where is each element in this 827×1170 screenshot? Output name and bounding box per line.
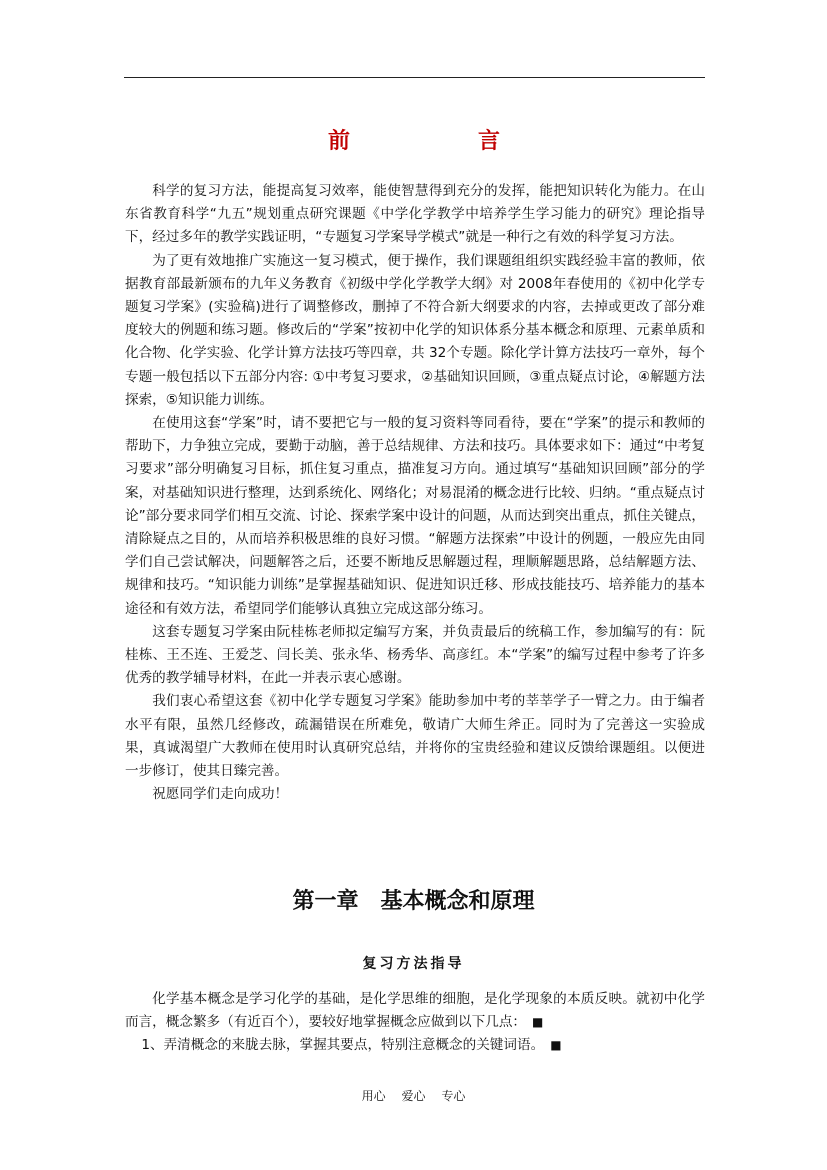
preface-title-right: 言 [478, 128, 501, 154]
preface-paragraph: 科学的复习方法，能提高复习效率，能使智慧得到充分的发挥，能把知识转化为能力。在山东省教育科学“九五”规划重点研究课题《中学化学教学中培养学生学习能力的研究》理论指导下，经过多年的教学实践证明，“专题复习学案导学模式”就是一种行之有效的科学复习方法。 [125, 183, 705, 246]
preface-closing: 祝愿同学们走向成功！ [152, 786, 289, 803]
preface-paragraph: 在使用这套“学案”时，请不要把它与一般的复习资料等同看待，要在“学案”的提示和教师的帮助下，力争独立完成，要勤于动脑，善于总结规律、方法和技巧。具体要求如下：通过“中考复习要求”部分明确复习目标，抓住复习重点，描准复习方向。通过填写“基础知识回顾”部分的学案，对基础知识进行整理，达到系统化、网络化；对易混淆的概念进行比较、归纳。“重点疑点讨论”部分要求同学们相互交流、讨论、探索学案中设计的问题，从而达到突出重点，抓住关键点，清除疑点之目的，从而培养积极思维的良好习惯。“解题方法探索”中设计的例题，一般应先由同学们自己尝试解决，问题解答之后，还要不断地反思解题过程，理顺解题思路，总结解题方法、规律和技巧。“知识能力训练”是掌握基础知识、促进知识迁移、形成技能技巧、培养能力的基本途径和有效方法，希望同学们能够认真独立完成这部分练习。 [125, 415, 705, 617]
header-rule [124, 77, 705, 78]
preface-title-left: 前 [328, 128, 351, 154]
preface-body [125, 180, 705, 806]
footer-text-b: 爱心 [401, 1089, 426, 1103]
preface-paragraph: 我们衷心希望这套《初中化学专题复习学案》能助参加中考的莘莘学子一臂之力。由于编者水平有限，虽然几经修改，疏漏错误在所难免，敬请广大师生斧正。同时为了完善这一实验成果，真诚渴望广大教师在使用时认真研究总结，并将你的宝贵经验和建议反馈给课题组。以便进一步修订，使其日臻完善。 [125, 693, 705, 780]
preface-title [0, 124, 827, 158]
square-mark-icon: ■ [550, 1038, 562, 1052]
square-mark-icon: ■ [532, 1015, 544, 1029]
footer-text-c: 专心 [441, 1089, 466, 1103]
preface-paragraph: 这套专题复习学案由阮桂栋老师拟定编写方案，并负责最后的统稿工作，参加编写的有：阮桂栋、王丕连、王爱芝、闫长美、张永华、杨秀华、高彦红。本“学案”的编写过程中参考了许多优秀的教学辅导材料，在此一并表示衷心感谢。 [125, 623, 705, 687]
list-item-text: 1、弄清概念的来胧去脉，掌握其要点，特别注意概念的关键词语。 [141, 1037, 545, 1053]
chapter-body [125, 988, 705, 1057]
section-title: 复习方法指导 [362, 956, 465, 972]
preface-paragraph: 为了更有效地推广实施这一复习模式，便于操作，我们课题组组织实践经验丰富的教师，依据教育部最新颁布的九年义务教育《初级中学化学教学大纲》对 2008年春使用的《初中化学专题复习学案》(实验稿)进行了调整修改，删掉了不符合新大纲要求的内容，去掉或更改了部分难度较大的例题和练习题。修改后的“学案”按初中化学的知识体系分基本概念和原理、元素单质和化合物、化学实验、化学计算方法技巧等四章，共 32个专题。除化学计算方法技巧一章外，每个专题一般包括以下五部分内容: ①中考复习要求，②基础知识回顾，③重点疑点讨论，④解题方法探索，⑤知识能力训练。 [125, 252, 705, 408]
chapter-intro [125, 988, 705, 1034]
list-item [125, 1034, 705, 1057]
chapter-intro-text: 化学基本概念是学习化学的基础，是化学思维的细胞，是化学现象的本质反映。就初中化学而言，概念繁多（有近百个），要较好地掌握概念应做到以下几点： [125, 991, 705, 1030]
chapter-title: 第一章 基本概念和原理 [292, 888, 535, 914]
footer-text-a: 用心 [361, 1089, 386, 1103]
page-footer [0, 1087, 827, 1105]
